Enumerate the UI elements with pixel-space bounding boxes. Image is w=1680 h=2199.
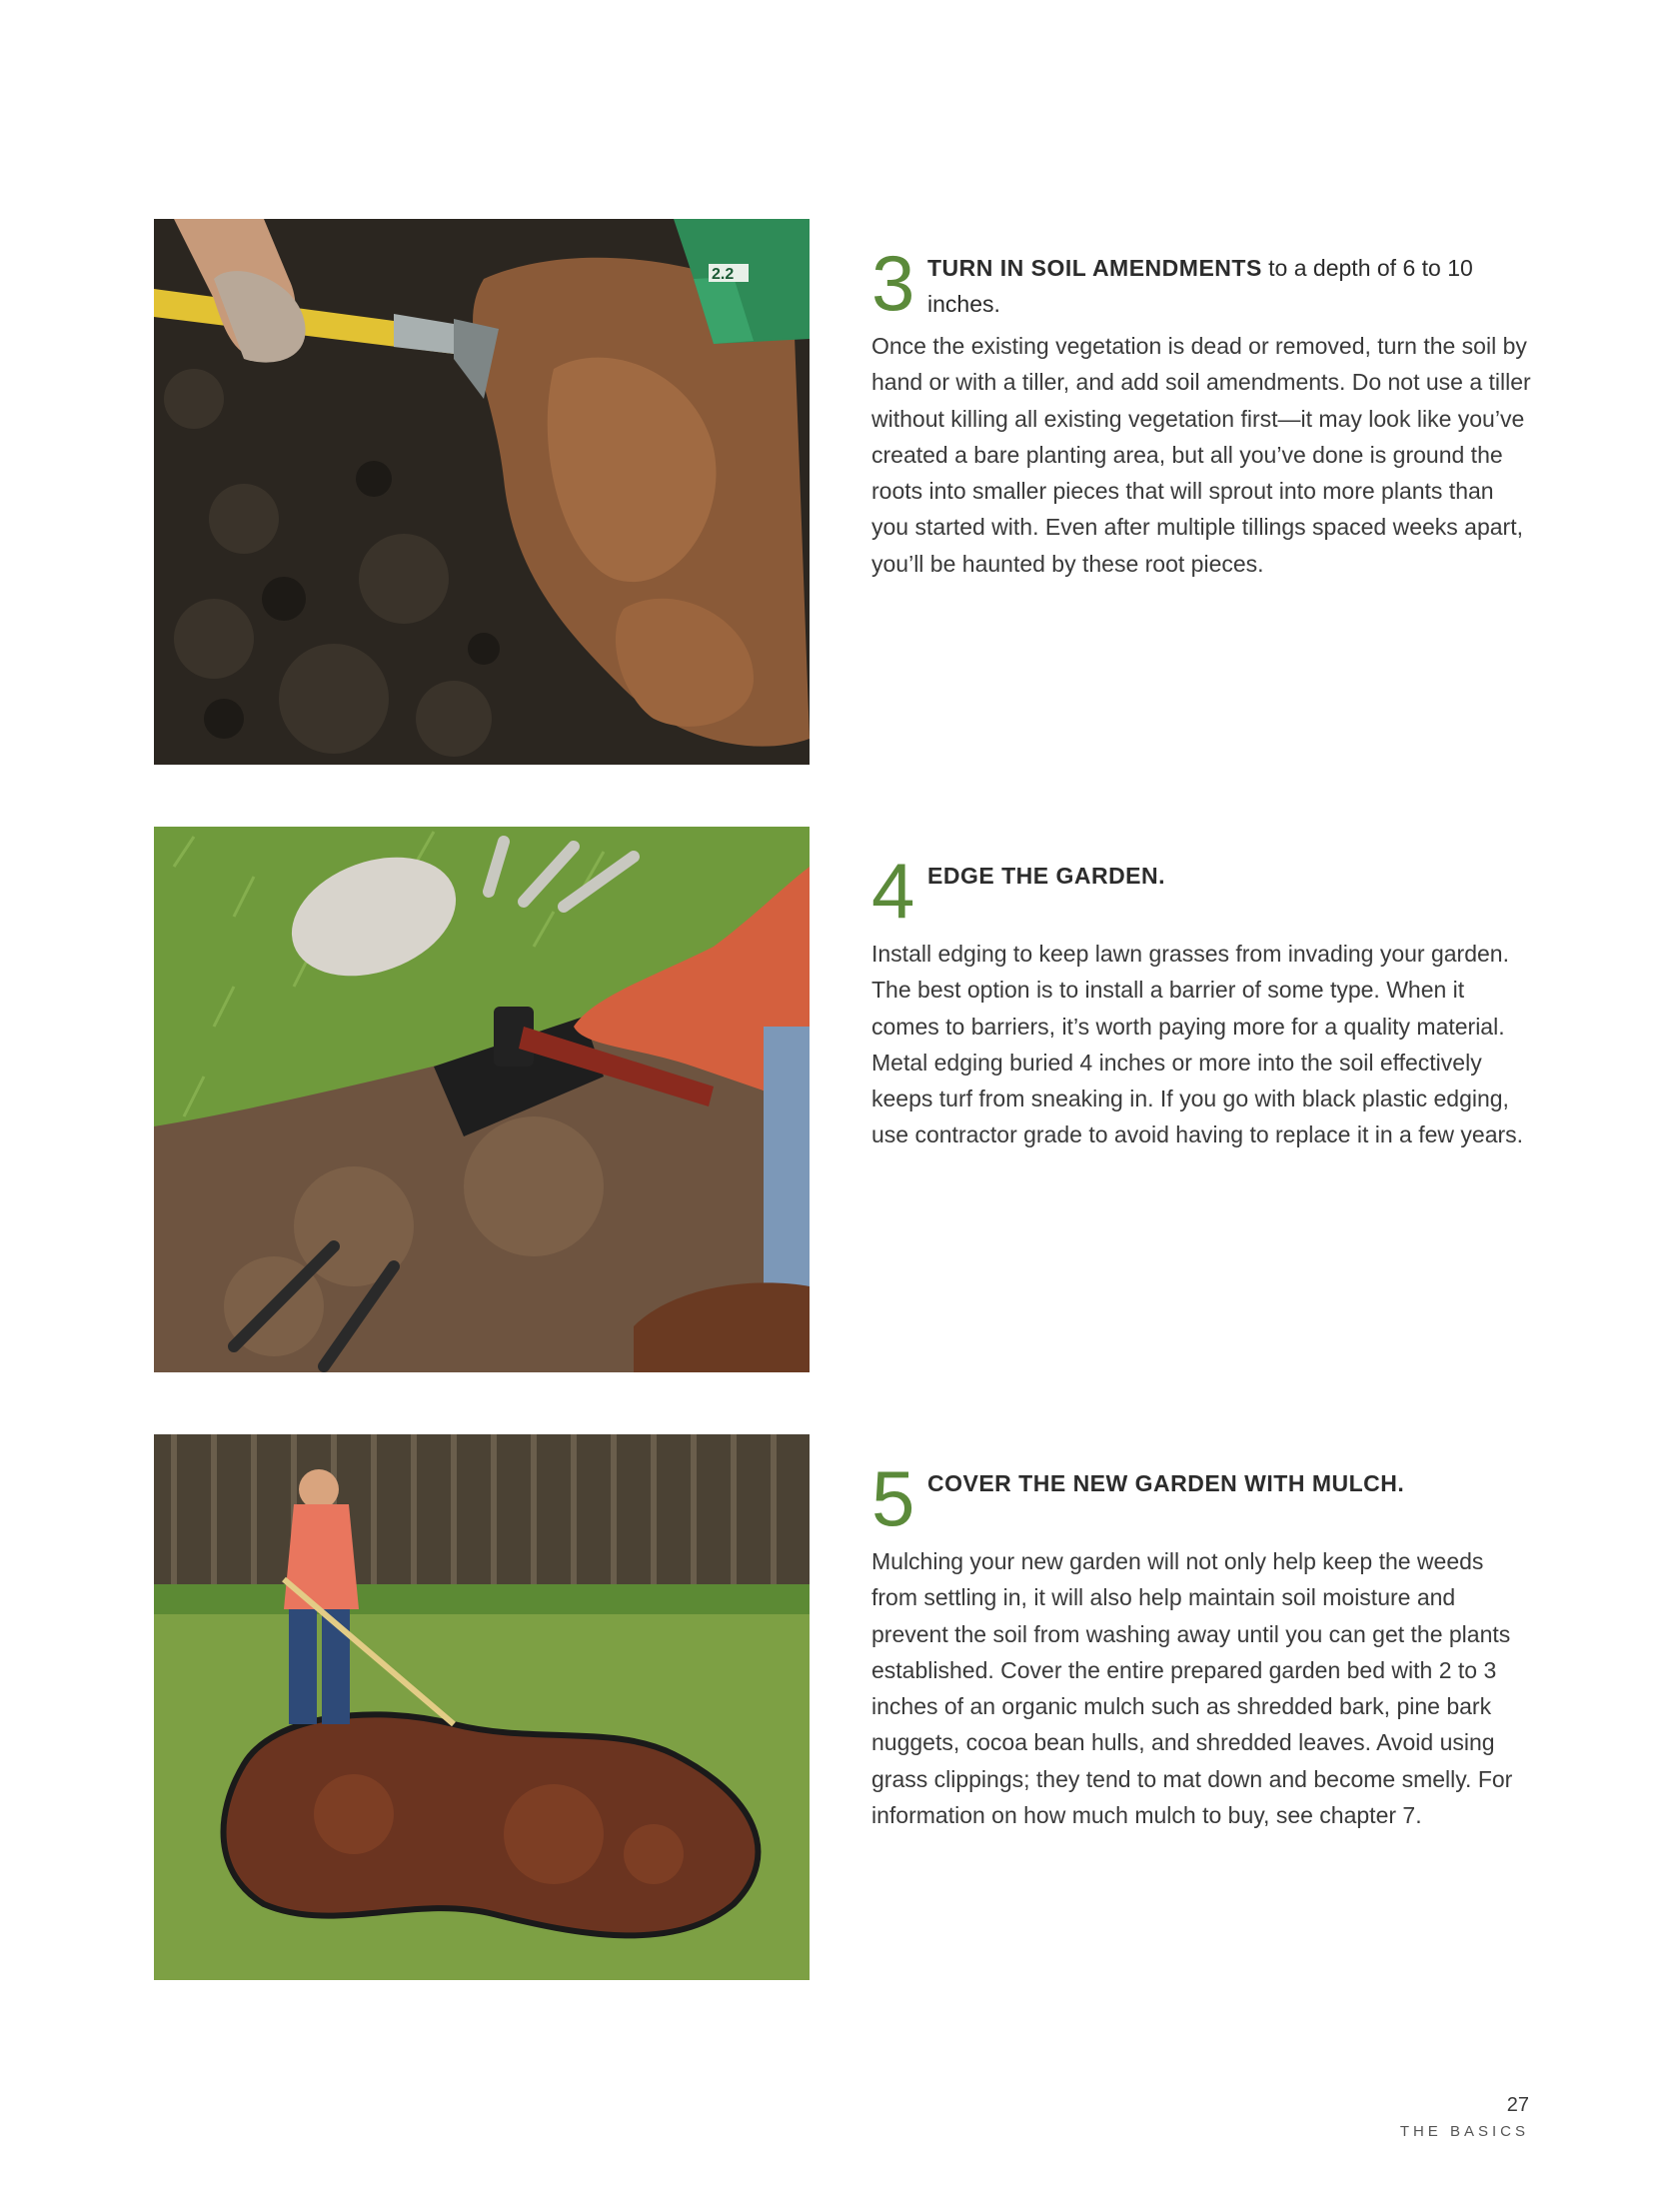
step-body: Once the existing vegetation is dead or removed, turn the soil by hand or with a tiller, and add soil amendments. Do not use a tiller without killing all existing vegetation first—it may look like you’ve created a bare planting area, but all you’ve done is ground the roots into smaller pieces that will sprout into more plants than you started with. Even after multiple tillings spaced weeks apart, you’ll be haunted by these root pieces. (871, 333, 1531, 577)
step-3 (871, 239, 1531, 582)
step-title-caps: TURN IN SOIL AMENDMENTS (927, 255, 1262, 281)
svg-text:2.2: 2.2 (712, 266, 735, 283)
step-title (927, 858, 1527, 894)
page-footer (1400, 2093, 1529, 2143)
step-title-caps: COVER THE NEW GARDEN WITH MULCH. (927, 1470, 1405, 1496)
step-body: Mulching your new garden will not only help keep the weeds from settling in, it will also help maintain soil moisture and prevent the soil from washing away until you can get the plants established. Cover the entire prepared garden bed with 2 to 3 inches of an organic mulch such as shredded bark, pine bark nuggets, cocoa bean hulls, and shredded leaves. Avoid using grass clippings; they tend to mat down and become smelly. For information on how much mulch to buy, see chapter 7. (871, 1548, 1513, 1829)
step-4 (871, 847, 1531, 1153)
running-footer-section: THE BASICS (1399, 2123, 1529, 2140)
step-title-caps: EDGE THE GARDEN. (927, 863, 1166, 889)
photo-soil-amendments (154, 219, 810, 765)
step-title-rest: to a depth of 6 to 10 inches. (927, 255, 1473, 317)
step-number: 4 (871, 847, 915, 935)
step-title (927, 250, 1527, 322)
step-number: 3 (871, 239, 915, 327)
step-title (927, 1465, 1527, 1501)
photo-edging (154, 827, 810, 1372)
step-5 (871, 1454, 1531, 1833)
page-number: 27 (1506, 2094, 1529, 2116)
photo-mulch (154, 1434, 810, 1980)
step-body: Install edging to keep lawn grasses from invading your garden. The best option is to install a barrier of some type. When it comes to barriers, it’s worth paying more for a quality material. Metal edging buried 4 inches or more into the soil effectively keeps turf from sneaking in. If you go with black plastic edging, use contractor grade to avoid having to replace it in a few years. (871, 941, 1524, 1148)
step-number: 5 (871, 1454, 915, 1542)
